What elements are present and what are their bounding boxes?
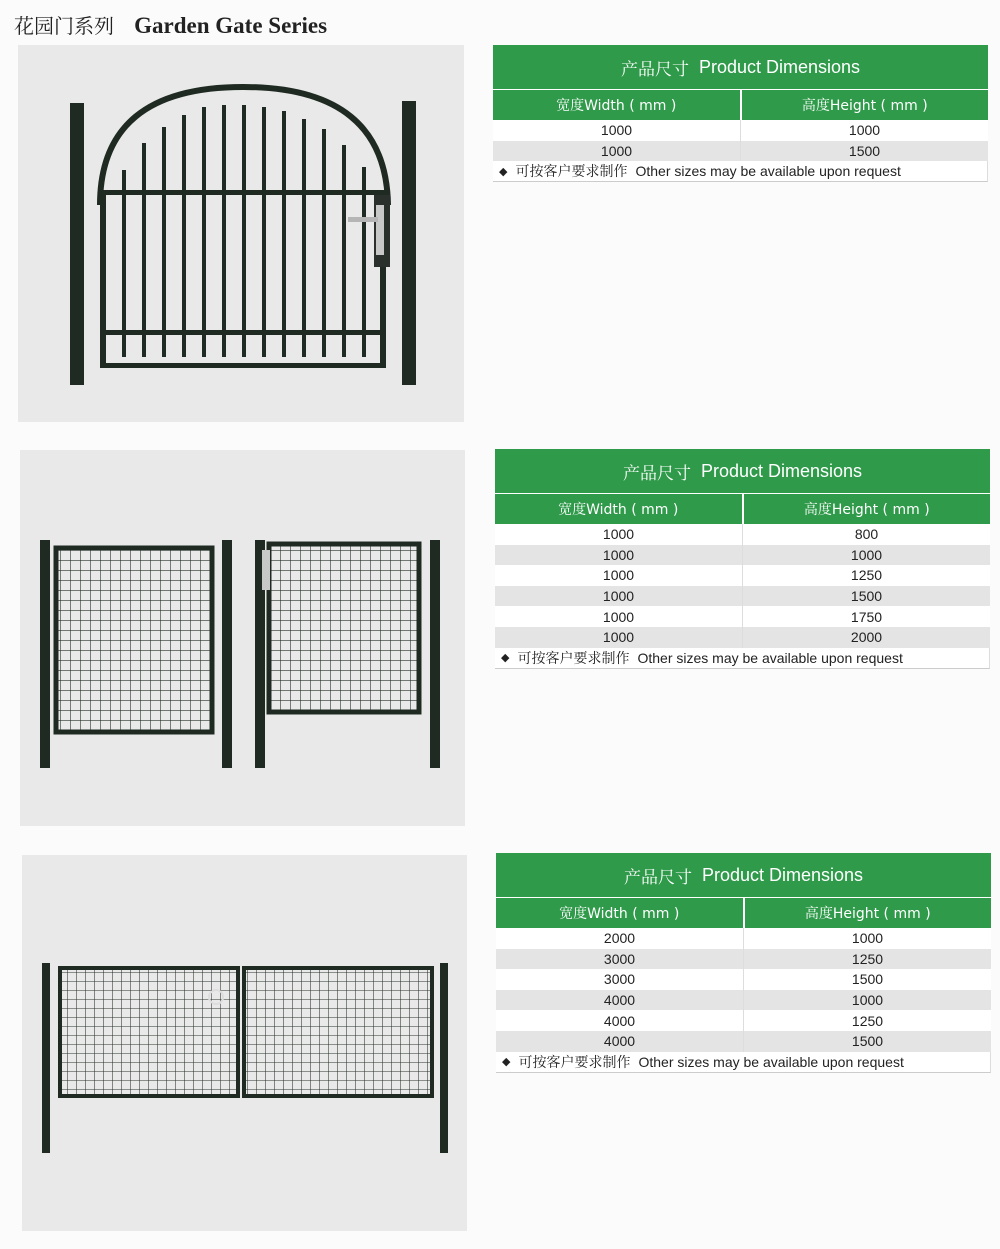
dimensions-table-2 bbox=[495, 449, 990, 669]
double-mesh-gate-icon bbox=[22, 855, 467, 1231]
single-mesh-gate-photo bbox=[20, 450, 465, 826]
table-header bbox=[496, 853, 991, 898]
cell-width: 3000 bbox=[496, 969, 744, 990]
dimensions-table-3 bbox=[496, 853, 991, 1073]
table-row bbox=[496, 990, 991, 1011]
table-body bbox=[496, 928, 991, 1052]
note-cn: 可按客户要求制作 bbox=[518, 1054, 631, 1071]
diamond-bullet-icon: ◆ bbox=[502, 1056, 511, 1069]
cell-width: 1000 bbox=[495, 606, 743, 627]
cell-width: 4000 bbox=[496, 1031, 744, 1052]
single-mesh-gate-pair-icon bbox=[20, 450, 465, 826]
note-en: Other sizes may be available upon request bbox=[635, 163, 901, 180]
cell-height: 1000 bbox=[850, 546, 883, 563]
cell-width: 1000 bbox=[495, 627, 743, 648]
cell-height: 1750 bbox=[850, 608, 883, 625]
cell-height: 1500 bbox=[851, 1033, 884, 1050]
note-en: Other sizes may be available upon request bbox=[638, 1053, 904, 1070]
cell-width: 1000 bbox=[493, 120, 741, 141]
note-cn: 可按客户要求制作 bbox=[517, 650, 630, 667]
diamond-bullet-icon: ◆ bbox=[499, 165, 508, 178]
table-note bbox=[496, 1052, 991, 1073]
column-headers bbox=[493, 90, 988, 120]
double-mesh-gate-photo bbox=[22, 855, 467, 1231]
cell-width: 3000 bbox=[496, 949, 744, 970]
note-en: Other sizes may be available upon request bbox=[637, 649, 903, 666]
cell-width: 2000 bbox=[496, 928, 744, 949]
cell-width: 1000 bbox=[495, 586, 743, 607]
cell-width: 1000 bbox=[495, 545, 743, 566]
table-row bbox=[495, 606, 990, 627]
table-note bbox=[495, 648, 990, 669]
page-title-en: Garden Gate Series bbox=[134, 13, 328, 38]
col-height-header: 高度Height ( mm ) bbox=[742, 90, 989, 120]
cell-height: 1500 bbox=[850, 588, 883, 605]
page-title bbox=[14, 10, 327, 39]
cell-width: 1000 bbox=[493, 141, 741, 162]
col-width-header: 宽度Width ( mm ) bbox=[495, 494, 744, 524]
cell-height: 1250 bbox=[851, 950, 884, 967]
arched-picket-gate-photo bbox=[18, 45, 464, 422]
table-header bbox=[493, 45, 988, 90]
cell-height: 800 bbox=[854, 526, 879, 543]
col-height-header: 高度Height ( mm ) bbox=[744, 494, 991, 524]
cell-height: 1000 bbox=[851, 930, 884, 947]
diamond-bullet-icon: ◆ bbox=[501, 652, 510, 665]
column-headers bbox=[496, 898, 991, 928]
note-cn: 可按客户要求制作 bbox=[515, 164, 628, 181]
page-title-cn: 花园门系列 bbox=[14, 14, 114, 38]
cell-height: 1000 bbox=[851, 992, 884, 1009]
cell-height: 1000 bbox=[848, 122, 881, 139]
table-body bbox=[493, 120, 988, 161]
table-row bbox=[495, 565, 990, 586]
table-note bbox=[493, 161, 988, 182]
header-cn: 产品尺寸 bbox=[620, 59, 689, 80]
table-row bbox=[495, 627, 990, 648]
arched-picket-gate-icon bbox=[18, 45, 464, 422]
cell-height: 1500 bbox=[851, 971, 884, 988]
cell-height: 1500 bbox=[848, 142, 881, 159]
cell-height: 1250 bbox=[851, 1012, 884, 1029]
table-row bbox=[496, 1010, 991, 1031]
table-row bbox=[493, 141, 988, 162]
col-width-header: 宽度Width ( mm ) bbox=[493, 90, 742, 120]
table-row bbox=[493, 120, 988, 141]
table-header bbox=[495, 449, 990, 494]
cell-width: 1000 bbox=[495, 524, 743, 545]
header-en: Product Dimensions bbox=[698, 56, 861, 77]
table-row bbox=[496, 928, 991, 949]
column-headers bbox=[495, 494, 990, 524]
table-row bbox=[495, 586, 990, 607]
cell-width: 4000 bbox=[496, 1010, 744, 1031]
dimensions-table-1 bbox=[493, 45, 988, 182]
col-width-header: 宽度Width ( mm ) bbox=[496, 898, 745, 928]
table-row bbox=[496, 1031, 991, 1052]
header-cn: 产品尺寸 bbox=[622, 463, 691, 484]
table-row bbox=[496, 969, 991, 990]
table-row bbox=[495, 524, 990, 545]
table-row bbox=[495, 545, 990, 566]
header-en: Product Dimensions bbox=[700, 460, 863, 481]
header-cn: 产品尺寸 bbox=[623, 867, 692, 888]
col-height-header: 高度Height ( mm ) bbox=[745, 898, 992, 928]
header-en: Product Dimensions bbox=[701, 864, 864, 885]
table-row bbox=[496, 949, 991, 970]
cell-width: 4000 bbox=[496, 990, 744, 1011]
cell-height: 1250 bbox=[850, 567, 883, 584]
cell-height: 2000 bbox=[850, 629, 883, 646]
cell-width: 1000 bbox=[495, 565, 743, 586]
table-body bbox=[495, 524, 990, 648]
